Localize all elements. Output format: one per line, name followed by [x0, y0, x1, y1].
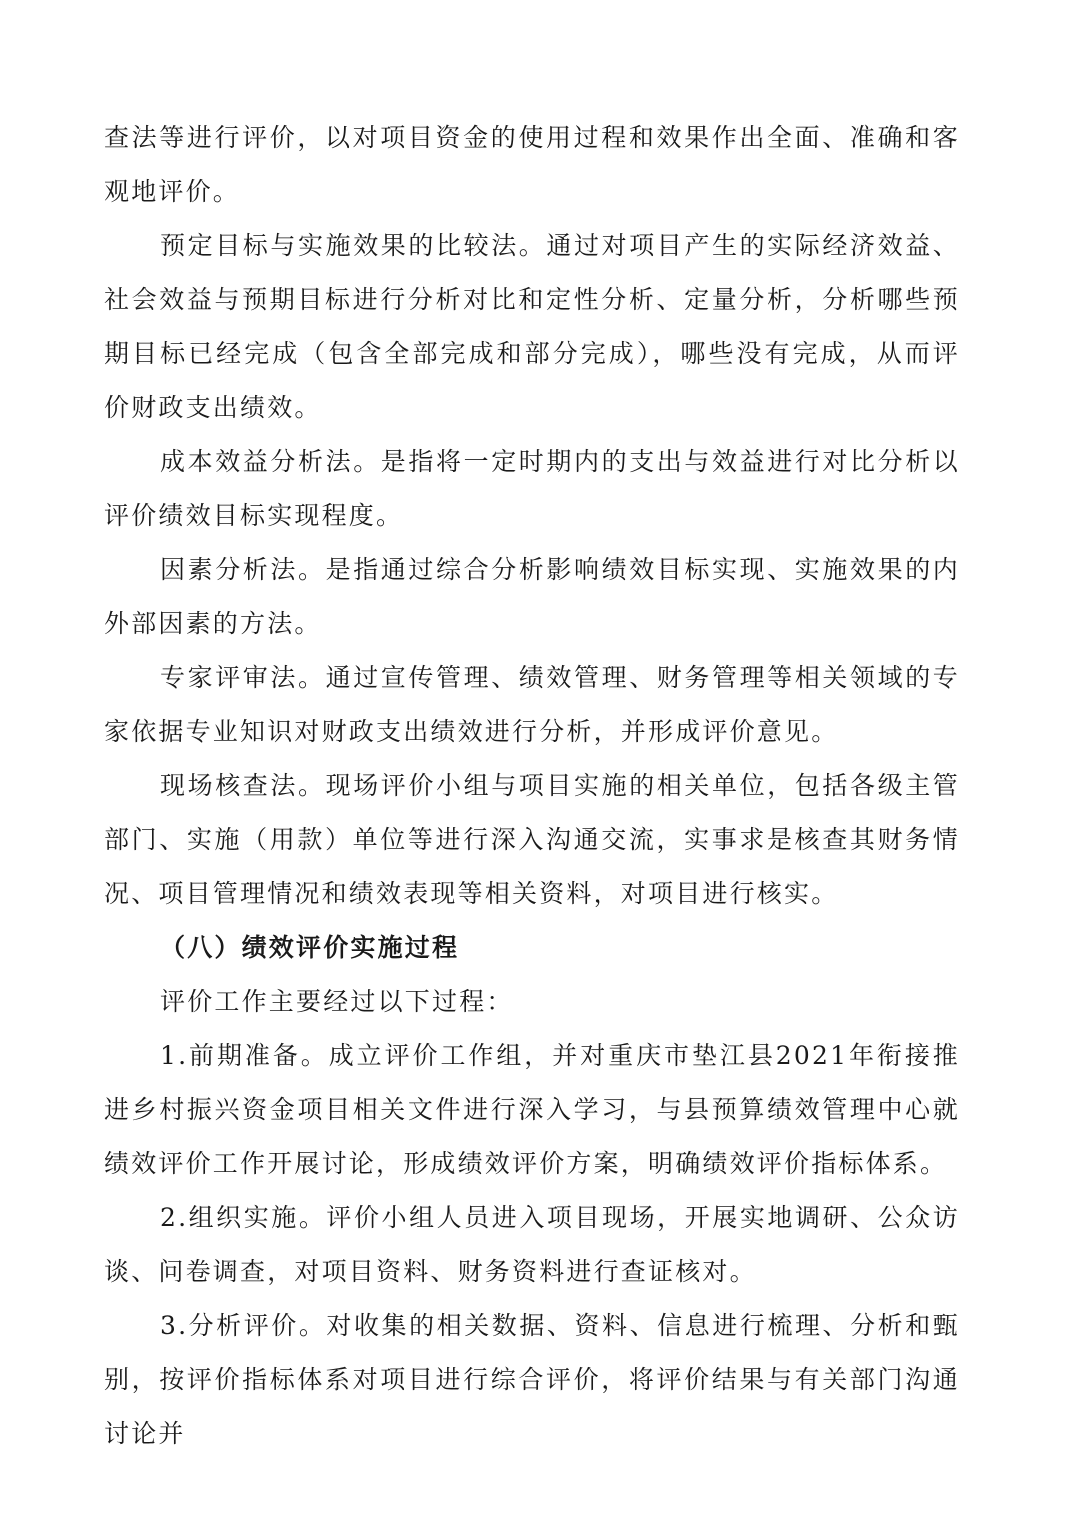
paragraph-step-implementation: 2.组织实施。评价小组人员进入项目现场，开展实地调研、公众访谈、问卷调查，对项目资料、财务资料进行查证核对。: [104, 1203, 960, 1286]
paragraph-process-intro: 评价工作主要经过以下过程：: [160, 987, 514, 1016]
paragraph-goal-comparison-method: 预定目标与实施效果的比较法。通过对项目产生的实际经济效益、社会效益与预期目标进行分析对比和定性分析、定量分析，分析哪些预期目标已经完成（包含全部完成和部分完成），哪些没有完成，从而评价财政支出绩效。: [104, 231, 960, 422]
paragraph-step-analysis: 3.分析评价。对收集的相关数据、资料、信息进行梳理、分析和甄别，按评价指标体系对项目进行综合评价，将评价结果与有关部门沟通讨论并: [104, 1311, 960, 1448]
section-heading-implementation-process: （八）绩效评价实施过程: [160, 933, 460, 962]
paragraph-expert-review-method: 专家评审法。通过宣传管理、绩效管理、财务管理等相关领域的专家依据专业知识对财政支出绩效进行分析，并形成评价意见。: [104, 663, 960, 746]
paragraph-factor-analysis-method: 因素分析法。是指通过综合分析影响绩效目标实现、实施效果的内外部因素的方法。: [104, 555, 960, 638]
paragraph-evaluation-summary: 查法等进行评价，以对项目资金的使用过程和效果作出全面、准确和客观地评价。: [104, 123, 960, 206]
paragraph-cost-benefit-method: 成本效益分析法。是指将一定时期内的支出与效益进行对比分析以评价绩效目标实现程度。: [104, 447, 960, 530]
paragraph-site-inspection-method: 现场核查法。现场评价小组与项目实施的相关单位，包括各级主管部门、实施（用款）单位等进行深入沟通交流，实事求是核查其财务情况、项目管理情况和绩效表现等相关资料，对项目进行核实。: [104, 771, 960, 908]
paragraph-step-preparation: 1.前期准备。成立评价工作组，并对重庆市垫江县2021年衔接推进乡村振兴资金项目相关文件进行深入学习，与县预算绩效管理中心就绩效评价工作开展讨论，形成绩效评价方案，明确绩效评价指标体系。: [104, 1041, 960, 1178]
document-page: [104, 111, 960, 1461]
